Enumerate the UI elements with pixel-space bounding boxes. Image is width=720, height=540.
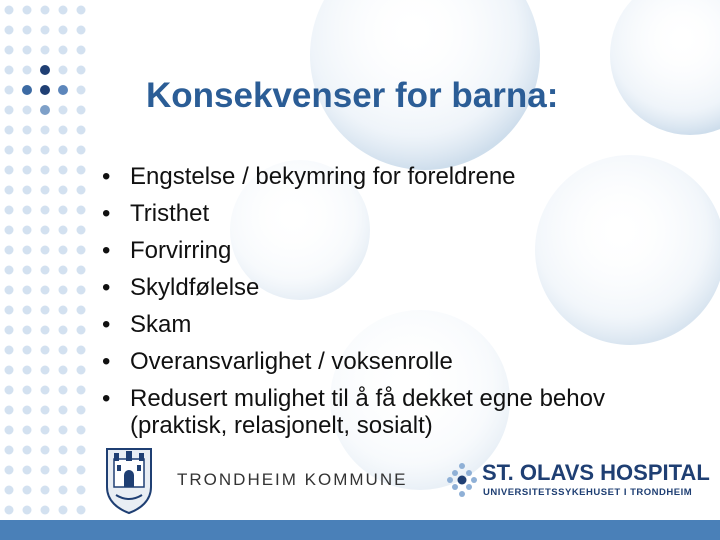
- grid-dot: [5, 166, 14, 175]
- grid-dot: [59, 326, 68, 335]
- grid-dot: [5, 306, 14, 315]
- grid-dot: [41, 306, 50, 315]
- grid-dot: [41, 226, 50, 235]
- grid-dot: [77, 486, 86, 495]
- grid-dot: [77, 106, 86, 115]
- grid-dot: [23, 406, 32, 415]
- bullet-marker: •: [102, 237, 111, 264]
- list-item: [100, 269, 700, 306]
- grid-dot: [59, 366, 68, 375]
- grid-dot: [23, 226, 32, 235]
- grid-dot: [23, 26, 32, 35]
- grid-dot: [77, 466, 86, 475]
- grid-dot: [41, 326, 50, 335]
- grid-dot: [23, 366, 32, 375]
- grid-dot: [77, 346, 86, 355]
- list-item: [100, 232, 700, 269]
- grid-dot: [5, 266, 14, 275]
- grid-dot: [23, 306, 32, 315]
- grid-dot: [59, 286, 68, 295]
- grid-dot: [77, 286, 86, 295]
- grid-dot: [41, 26, 50, 35]
- grid-dot: [41, 6, 50, 15]
- grid-dot: [59, 346, 68, 355]
- bullet-text: Tristhet: [130, 200, 210, 227]
- bottom-color-band: [0, 520, 720, 540]
- grid-dot: [77, 166, 86, 175]
- trondheim-kommune-logo-text: TRONDHEIM KOMMUNE: [177, 470, 408, 489]
- grid-dot: [5, 366, 14, 375]
- grid-dot: [5, 226, 14, 235]
- st-olavs-hospital-subtitle: UNIVERSITETSSYKEHUSET I TRONDHEIM: [483, 487, 693, 498]
- grid-dot: [59, 226, 68, 235]
- grid-dot: [59, 126, 68, 135]
- grid-dot: [23, 386, 32, 395]
- grid-dot: [77, 386, 86, 395]
- grid-dot: [77, 186, 86, 195]
- grid-dot: [5, 386, 14, 395]
- grid-dot: [59, 406, 68, 415]
- grid-dot: [41, 46, 50, 55]
- grid-dot: [41, 206, 50, 215]
- grid-dot: [59, 466, 68, 475]
- grid-dot: [59, 266, 68, 275]
- grid-dot: [41, 486, 50, 495]
- grid-dot: [77, 406, 86, 415]
- grid-dot: [59, 186, 68, 195]
- grid-dot: [23, 346, 32, 355]
- grid-dot: [77, 326, 86, 335]
- st-olavs-hospital-name: ST. OLAVS HOSPITAL: [482, 460, 710, 485]
- bullet-text: Skyldfølelse: [130, 274, 260, 301]
- grid-dot: [5, 106, 14, 115]
- grid-dot: [23, 486, 32, 495]
- grid-dot: [5, 446, 14, 455]
- grid-dot: [59, 166, 68, 175]
- grid-dot: [77, 6, 86, 15]
- grid-dot: [59, 66, 68, 75]
- trondheim-crest-icon: [104, 445, 154, 515]
- grid-dot: [59, 26, 68, 35]
- list-item: [100, 380, 700, 444]
- bullet-marker: •: [102, 385, 111, 412]
- grid-dot: [59, 486, 68, 495]
- grid-dot: [41, 446, 50, 455]
- bullet-marker: •: [102, 274, 111, 301]
- grid-dot: [5, 326, 14, 335]
- grid-dot: [41, 166, 50, 175]
- list-item: [100, 195, 700, 232]
- grid-dot: [5, 206, 14, 215]
- grid-dot: [77, 246, 86, 255]
- grid-dot: [59, 46, 68, 55]
- grid-dot: [77, 66, 86, 75]
- grid-dot: [77, 426, 86, 435]
- grid-dot: [41, 266, 50, 275]
- grid-dot: [23, 66, 32, 75]
- bullet-list: [100, 158, 700, 444]
- grid-dot: [77, 366, 86, 375]
- grid-dot: [5, 186, 14, 195]
- grid-dot: [23, 126, 32, 135]
- grid-dot: [5, 286, 14, 295]
- grid-dot: [23, 166, 32, 175]
- grid-dot: [23, 506, 32, 515]
- list-item: [100, 343, 700, 380]
- grid-dot: [77, 126, 86, 135]
- bullet-marker: •: [102, 163, 111, 190]
- grid-dot: [23, 326, 32, 335]
- grid-dot: [5, 466, 14, 475]
- grid-dot: [41, 426, 50, 435]
- grid-dot: [23, 46, 32, 55]
- grid-dot: [41, 246, 50, 255]
- grid-dot: [41, 366, 50, 375]
- grid-dot: [5, 26, 14, 35]
- list-item: [100, 306, 700, 343]
- bullet-marker: •: [102, 200, 111, 227]
- grid-dot: [40, 65, 50, 75]
- grid-dot: [41, 406, 50, 415]
- bullet-text: Skam: [130, 311, 192, 338]
- grid-dot: [23, 106, 32, 115]
- grid-dot: [5, 246, 14, 255]
- grid-dot: [23, 446, 32, 455]
- bullet-text: Redusert mulighet til å få dekket egne behov (praktisk, relasjonelt, sosialt): [130, 385, 605, 439]
- grid-dot: [23, 246, 32, 255]
- grid-dot: [5, 406, 14, 415]
- grid-dot: [59, 246, 68, 255]
- bullet-text: Engstelse / bekymring for foreldrene: [130, 163, 516, 190]
- grid-dot: [41, 466, 50, 475]
- grid-dot: [77, 26, 86, 35]
- grid-dot: [5, 6, 14, 15]
- grid-dot: [77, 266, 86, 275]
- list-item: [100, 158, 700, 195]
- grid-dot: [77, 446, 86, 455]
- grid-dot: [77, 46, 86, 55]
- st-olavs-logo-icon: [446, 462, 478, 498]
- decorative-dot-grid: [0, 0, 110, 540]
- grid-dot: [40, 105, 50, 115]
- grid-dot: [59, 146, 68, 155]
- grid-dot: [41, 506, 50, 515]
- grid-dot: [5, 126, 14, 135]
- grid-dot: [5, 46, 14, 55]
- grid-dot: [59, 446, 68, 455]
- grid-dot: [23, 146, 32, 155]
- grid-dot: [41, 126, 50, 135]
- grid-dot: [58, 85, 68, 95]
- grid-dot: [23, 426, 32, 435]
- grid-dot: [5, 346, 14, 355]
- grid-dot: [77, 306, 86, 315]
- grid-dot: [41, 186, 50, 195]
- grid-dot: [59, 306, 68, 315]
- grid-dot: [5, 426, 14, 435]
- grid-dot: [59, 506, 68, 515]
- grid-dot: [23, 266, 32, 275]
- bullet-marker: •: [102, 348, 111, 375]
- grid-dot: [77, 86, 86, 95]
- grid-dot: [5, 506, 14, 515]
- grid-dot: [40, 85, 50, 95]
- grid-dot: [59, 106, 68, 115]
- grid-dot: [41, 386, 50, 395]
- grid-dot: [41, 146, 50, 155]
- grid-dot: [5, 86, 14, 95]
- bullet-text: Overansvarlighet / voksenrolle: [130, 348, 453, 375]
- grid-dot: [23, 466, 32, 475]
- grid-dot: [77, 146, 86, 155]
- grid-dot: [77, 226, 86, 235]
- grid-dot: [5, 146, 14, 155]
- grid-dot: [41, 286, 50, 295]
- grid-dot: [22, 85, 32, 95]
- grid-dot: [41, 346, 50, 355]
- grid-dot: [23, 286, 32, 295]
- grid-dot: [5, 486, 14, 495]
- bullet-marker: •: [102, 311, 111, 338]
- grid-dot: [23, 186, 32, 195]
- grid-dot: [59, 426, 68, 435]
- bullet-text: Forvirring: [130, 237, 232, 264]
- grid-dot: [23, 206, 32, 215]
- grid-dot: [77, 206, 86, 215]
- grid-dot: [59, 206, 68, 215]
- grid-dot: [23, 6, 32, 15]
- grid-dot: [77, 506, 86, 515]
- slide-title: Konsekvenser for barna:: [146, 76, 559, 115]
- grid-dot: [5, 66, 14, 75]
- grid-dot: [59, 386, 68, 395]
- grid-dot: [59, 6, 68, 15]
